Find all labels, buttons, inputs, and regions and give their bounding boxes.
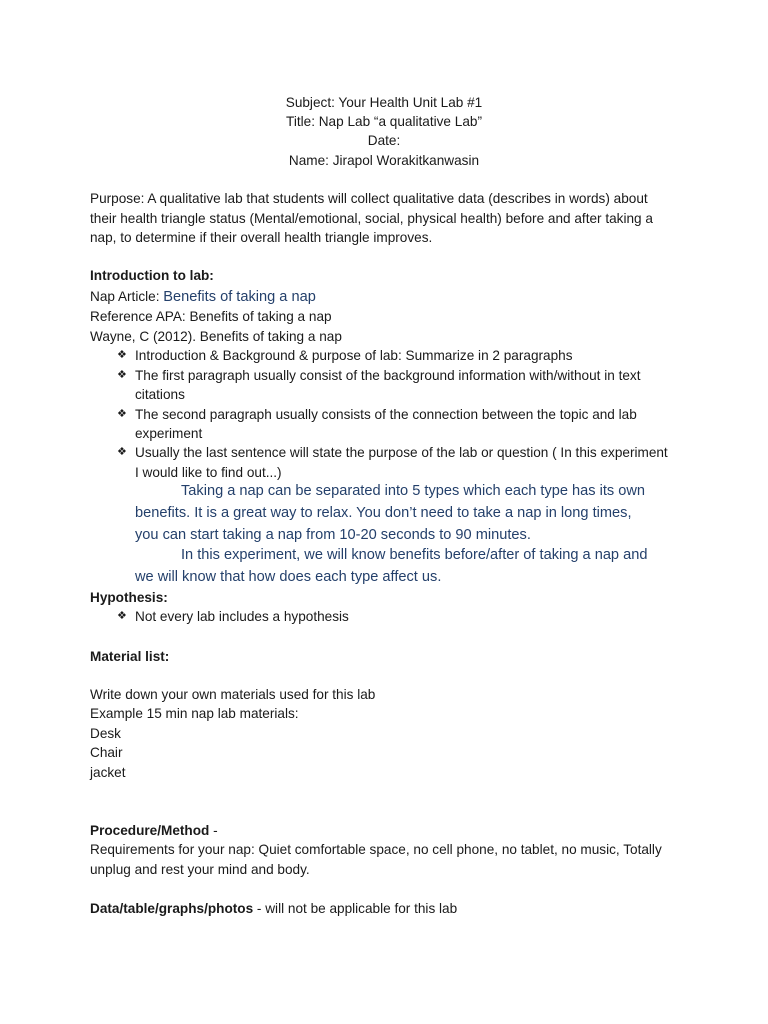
intro-bullet-3: The second paragraph usually consists of the connection between the topic and lab bbox=[135, 407, 637, 422]
procedure-line-2: unplug and rest your mind and body. bbox=[90, 862, 310, 877]
bullet-diamond-icon: ❖ bbox=[117, 446, 127, 458]
student-text-line-4: In this experiment, we will know benefits before/after of taking a nap and bbox=[181, 547, 648, 563]
procedure-heading: Procedure/Method bbox=[90, 823, 210, 838]
procedure-line-1: Requirements for your nap: Quiet comfortable space, no cell phone, no tablet, no music, Totally bbox=[90, 842, 662, 857]
nap-article-label: Nap Article: bbox=[90, 289, 164, 304]
purpose-line-3: nap, to determine if their overall health triangle improves. bbox=[90, 230, 433, 245]
bullet-diamond-icon: ❖ bbox=[117, 408, 127, 420]
intro-bullet-1: Introduction & Background & purpose of lab: Summarize in 2 paragraphs bbox=[135, 348, 573, 363]
student-text-line-3: you can start taking a nap from 10-20 seconds to 90 minutes. bbox=[135, 527, 531, 543]
intro-bullet-2-cont: citations bbox=[135, 387, 185, 402]
bullet-diamond-icon: ❖ bbox=[117, 349, 127, 361]
student-text-line-2: benefits. It is a great way to relax. You don’t need to take a nap in long times, bbox=[135, 505, 632, 521]
student-text-line-1: Taking a nap can be separated into 5 types which each type has its own bbox=[181, 483, 646, 499]
materials-line-2: Example 15 min nap lab materials: bbox=[90, 706, 299, 721]
material-item-chair: Chair bbox=[90, 745, 123, 760]
materials-line-1: Write down your own materials used for this lab bbox=[90, 687, 376, 702]
nap-article-line bbox=[90, 287, 316, 307]
procedure-heading-suffix: - bbox=[209, 823, 218, 838]
intro-bullet-4: Usually the last sentence will state the purpose of the lab or question ( In this experiment bbox=[135, 445, 668, 460]
hypothesis-heading: Hypothesis: bbox=[90, 590, 168, 605]
citation-line: Wayne, C (2012). Benefits of taking a nap bbox=[90, 329, 342, 344]
data-section-line bbox=[90, 899, 457, 918]
purpose-line-2: their health triangle status (Mental/emotional, social, physical health) before and after taking a bbox=[90, 211, 653, 226]
reference-line: Reference APA: Benefits of taking a nap bbox=[90, 309, 332, 324]
data-section-heading: Data/table/graphs/photos bbox=[90, 901, 254, 916]
material-list-heading: Material list: bbox=[90, 649, 170, 664]
purpose-line-1: Purpose: A qualitative lab that students will collect qualitative data (describes in words) about bbox=[90, 191, 648, 206]
introduction-heading: Introduction to lab: bbox=[90, 268, 214, 283]
material-item-desk: Desk bbox=[90, 726, 121, 741]
subject-line: Subject: Your Health Unit Lab #1 bbox=[285, 95, 483, 110]
bullet-diamond-icon: ❖ bbox=[117, 369, 127, 381]
material-item-jacket: jacket bbox=[90, 765, 126, 780]
data-section-note: - will not be applicable for this lab bbox=[253, 901, 458, 916]
intro-bullet-3-cont: experiment bbox=[135, 426, 203, 441]
intro-bullet-4-cont: I would like to find out...) bbox=[135, 465, 282, 480]
name-line: Name: Jirapol Worakitkanwasin bbox=[288, 153, 480, 168]
bullet-diamond-icon: ❖ bbox=[117, 610, 127, 622]
hypothesis-bullet-1: Not every lab includes a hypothesis bbox=[135, 609, 349, 624]
date-line: Date: bbox=[367, 133, 401, 148]
nap-article-title: Benefits of taking a nap bbox=[163, 289, 316, 305]
student-text-line-5: we will know that how does each type affect us. bbox=[135, 569, 442, 585]
intro-bullet-2: The first paragraph usually consist of the background information with/without in text bbox=[135, 368, 641, 383]
title-line: Title: Nap Lab “a qualitative Lab” bbox=[286, 114, 482, 129]
procedure-heading-line bbox=[90, 821, 218, 840]
